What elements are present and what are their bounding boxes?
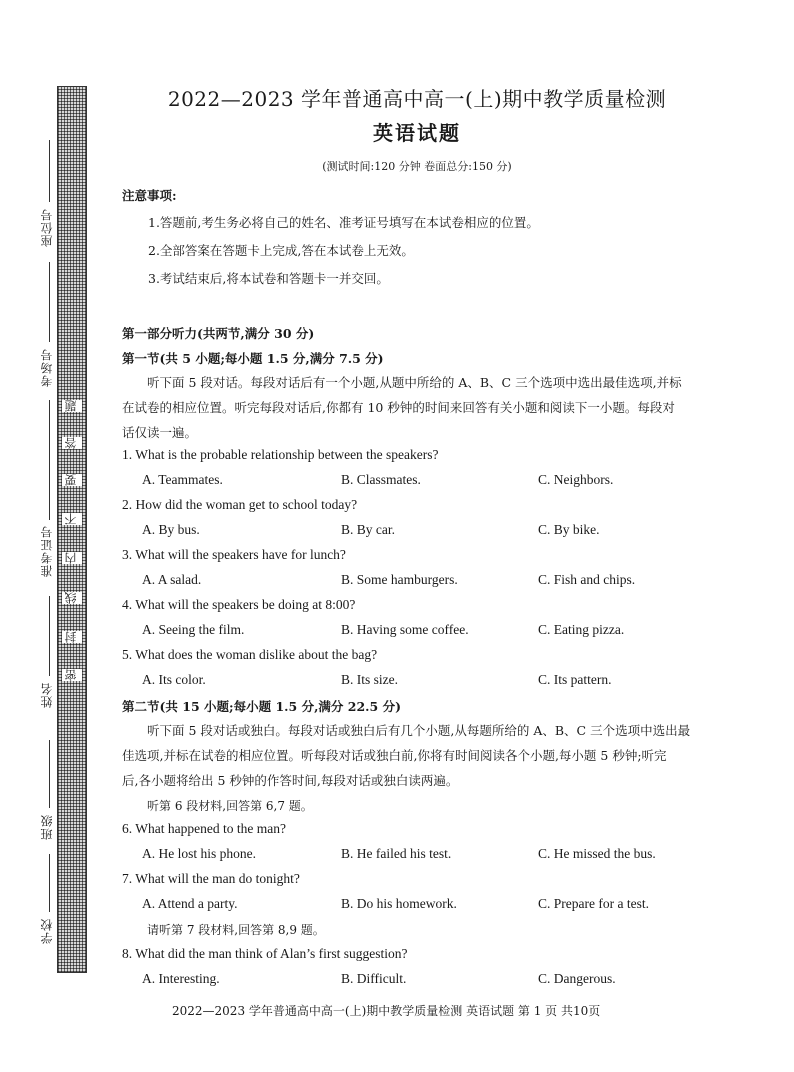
note-item: 1.答题前,考生务必将自己的姓名、准考证号填写在本试卷相应的位置。 [148, 215, 539, 230]
option-b: B. Classmates. [341, 472, 421, 487]
option-c: C. Neighbors. [538, 472, 614, 487]
option-b: B. Difficult. [341, 971, 407, 986]
exam-meta: (测试时间:120 分钟 卷面总分:150 分) [322, 160, 512, 173]
exam-id-blank [49, 400, 50, 520]
seal-char: 不 [62, 513, 82, 525]
listening-hint: 请听第 7 段材料,回答第 8,9 题。 [147, 923, 325, 937]
seal-char: 题 [62, 400, 82, 412]
section2-heading: 第二节(共 15 小题;每小题 1.5 分,满分 22.5 分) [122, 699, 401, 714]
listening-hint: 听第 6 段材料,回答第 6,7 题。 [147, 799, 313, 813]
option-a: A. Seeing the film. [142, 622, 245, 637]
exam-room-label: 考场号 [40, 348, 54, 387]
seal-char: 封 [62, 631, 82, 643]
option-c: C. Eating pizza. [538, 622, 625, 637]
option-c: C. Its pattern. [538, 672, 612, 687]
option-b: B. Its size. [341, 672, 398, 687]
option-c: C. He missed the bus. [538, 846, 656, 861]
class-blank [49, 740, 50, 808]
option-b: B. Do his homework. [341, 896, 457, 911]
seal-char: 要 [62, 474, 82, 486]
question-stem: 8. What did the man think of Alan’s first suggestion? [122, 946, 408, 961]
section1-instructions-line: 听下面 5 段对话。每段对话后有一个小题,从题中所给的 A、B、C 三个选项中选出最佳选项,并标 [147, 375, 682, 390]
question-stem: 2. How did the woman get to school today? [122, 497, 358, 512]
notes-heading: 注意事项: [122, 188, 177, 203]
question-stem: 3. What will the speakers have for lunch? [122, 547, 346, 562]
seat-number-label: 座位号 [40, 208, 54, 247]
option-b: B. He failed his test. [341, 846, 452, 861]
option-a: A. Interesting. [142, 971, 220, 986]
note-item: 2.全部答案在答题卡上完成,答在本试卷上无效。 [148, 243, 414, 258]
hatched-seal-band [57, 86, 87, 973]
section1-instructions-line: 在试卷的相应位置。听完每段对话后,你都有 10 秒钟的时间来回答有关小题和阅读下一小题。每段对 [122, 400, 675, 415]
section2-instructions-line: 听下面 5 段对话或独白。每段对话或独白后有几个小题,从每题所给的 A、B、C 三个选项中选出最 [147, 723, 691, 738]
option-a: A. Teammates. [142, 472, 223, 487]
school-label: 学校 [40, 918, 54, 944]
question-stem: 7. What will the man do tonight? [122, 871, 300, 886]
question-stem: 1. What is the probable relationship between the speakers? [122, 447, 439, 462]
option-c: C. Prepare for a test. [538, 896, 649, 911]
option-b: B. Some hamburgers. [341, 572, 458, 587]
seal-char: 线 [62, 592, 82, 604]
option-a: A. Its color. [142, 672, 206, 687]
option-b: B. By car. [341, 522, 395, 537]
seal-char: 答 [62, 437, 82, 449]
section2-instructions-line: 后,各小题将给出 5 秒钟的作答时间,每段对话或独白读两遍。 [122, 773, 459, 788]
option-a: A. He lost his phone. [142, 846, 256, 861]
option-c: C. Fish and chips. [538, 572, 636, 587]
part1-heading: 第一部分听力(共两节,满分 30 分) [122, 326, 315, 341]
option-a: A. By bus. [142, 522, 200, 537]
option-c: C. Dangerous. [538, 971, 616, 986]
seal-char: 内 [62, 552, 82, 564]
note-item: 3.考试结束后,将本试卷和答题卡一并交回。 [148, 271, 389, 286]
class-label: 班级 [40, 814, 54, 840]
option-b: B. Having some coffee. [341, 622, 469, 637]
name-blank [49, 596, 50, 676]
school-blank [49, 854, 50, 912]
exam-title: 2022—2023 学年普通高中高一(上)期中教学质量检测 [167, 87, 667, 111]
name-label: 姓名 [40, 682, 54, 708]
question-stem: 4. What will the speakers be doing at 8:00? [122, 597, 356, 612]
section1-heading: 第一节(共 5 小题;每小题 1.5 分,满分 7.5 分) [122, 351, 384, 366]
exam-id-label: 准考证号 [40, 525, 54, 577]
question-stem: 5. What does the woman dislike about the bag? [122, 647, 378, 662]
section1-instructions-line: 话仅读一遍。 [122, 425, 198, 440]
option-a: A. A salad. [142, 572, 202, 587]
option-a: A. Attend a party. [142, 896, 238, 911]
question-stem: 6. What happened to the man? [122, 821, 286, 836]
exam-room-blank [49, 262, 50, 342]
page-footer: 2022—2023 学年普通高中高一(上)期中教学质量检测 英语试题 第 1 页 共10页 [172, 1004, 601, 1018]
seal-char: 密 [62, 669, 82, 681]
section2-instructions-line: 佳选项,并标在试卷的相应位置。听每段对话或独白前,你将有时间阅读各个小题,每小题 5 秒钟;听完 [122, 748, 667, 763]
option-c: C. By bike. [538, 522, 600, 537]
subject-title: 英语试题 [373, 121, 461, 145]
